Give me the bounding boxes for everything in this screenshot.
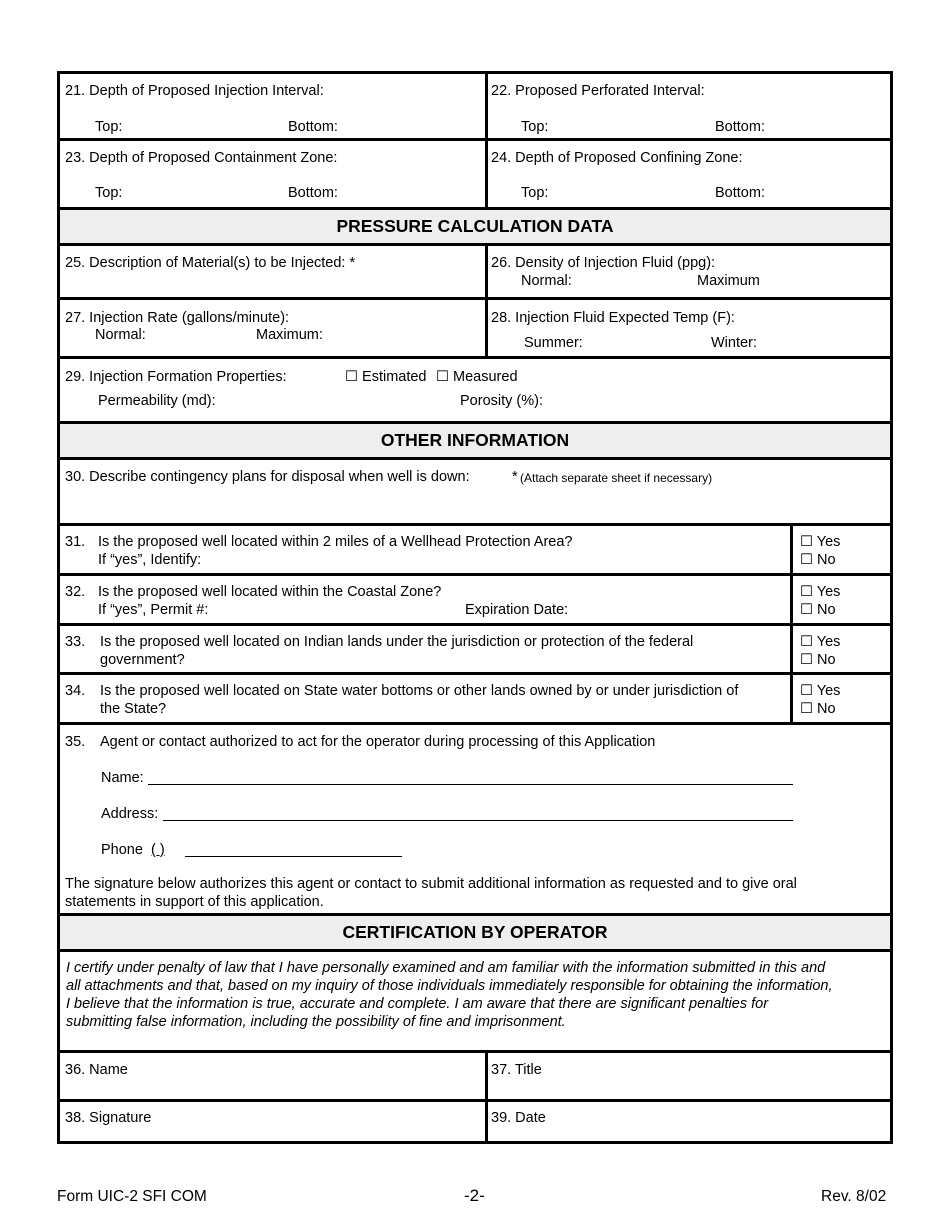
section-header-pressure bbox=[60, 207, 890, 243]
q22-label: 22. Proposed Perforated Interval: bbox=[491, 83, 705, 99]
q32-permit-label: If “yes”, Permit #: bbox=[98, 602, 209, 618]
q24-top-label: Top: bbox=[521, 185, 549, 201]
q21-bottom-label: Bottom: bbox=[288, 119, 338, 135]
q21-label: 21. Depth of Proposed Injection Interval: bbox=[65, 83, 324, 99]
application-form bbox=[57, 71, 893, 1144]
certification-line-1: I certify under penalty of law that I have personally examined and am familiar with the information submitted in this and bbox=[66, 960, 826, 976]
row-35 bbox=[60, 722, 890, 913]
q32-question: Is the proposed well located within the Coastal Zone? bbox=[98, 584, 442, 600]
q29-permeability-label: Permeability (md): bbox=[98, 393, 216, 409]
section-header-other bbox=[60, 421, 890, 457]
q28-summer-label: Summer: bbox=[524, 335, 583, 351]
q35-phone-field[interactable] bbox=[185, 856, 402, 857]
q22-bottom-label: Bottom: bbox=[715, 119, 765, 135]
q27-maximum-label: Maximum: bbox=[256, 327, 323, 343]
q31-yes-checkbox[interactable]: ☐ Yes bbox=[800, 534, 841, 550]
q27-normal-label: Normal: bbox=[95, 327, 146, 343]
row-29 bbox=[60, 356, 890, 421]
q29-porosity-label: Porosity (%): bbox=[460, 393, 543, 409]
q23-label: 23. Depth of Proposed Containment Zone: bbox=[65, 150, 338, 166]
q29-estimated-checkbox[interactable]: ☐ Estimated bbox=[345, 369, 427, 385]
certification-line-2: all attachments and that, based on my inquiry of those individuals immediately responsible for obtaining the information, bbox=[66, 978, 833, 994]
q24-bottom-label: Bottom: bbox=[715, 185, 765, 201]
q24-label: 24. Depth of Proposed Confining Zone: bbox=[491, 150, 743, 166]
row-36-37 bbox=[60, 1050, 890, 1099]
q35-number: 35. bbox=[65, 734, 86, 750]
q33-yes-checkbox[interactable]: ☐ Yes bbox=[800, 634, 841, 650]
q30-note: (Attach separate sheet if necessary) bbox=[520, 471, 713, 485]
certification-line-4: submitting false information, including the possibility of fine and imprisonment. bbox=[66, 1014, 566, 1030]
q28-label: 28. Injection Fluid Expected Temp (F): bbox=[491, 310, 735, 326]
q33-no-checkbox[interactable]: ☐ No bbox=[800, 652, 836, 668]
section-header-certification bbox=[60, 913, 890, 949]
q33-number: 33. bbox=[65, 634, 86, 650]
q35-name-field[interactable] bbox=[148, 784, 793, 785]
row-30 bbox=[60, 457, 890, 523]
q31-question: Is the proposed well located within 2 miles of a Wellhead Protection Area? bbox=[98, 534, 573, 550]
row-31 bbox=[60, 523, 890, 573]
q31-number: 31. bbox=[65, 534, 86, 550]
q28-winter-label: Winter: bbox=[711, 335, 757, 351]
q35-signature-note-line2: statements in support of this application. bbox=[65, 894, 324, 910]
q31-identify-label: If “yes”, Identify: bbox=[98, 552, 202, 568]
q35-question: Agent or contact authorized to act for the operator during processing of this Application bbox=[100, 734, 656, 750]
q26-normal-label: Normal: bbox=[521, 273, 572, 289]
q21-top-label: Top: bbox=[95, 119, 123, 135]
q39-date-label: 39. Date bbox=[491, 1110, 546, 1126]
q26-maximum-label: Maximum bbox=[697, 273, 760, 289]
q34-question-line2: the State? bbox=[100, 701, 167, 717]
q32-no-checkbox[interactable]: ☐ No bbox=[800, 602, 836, 618]
row-32 bbox=[60, 573, 890, 623]
q30-star: * bbox=[512, 469, 518, 485]
q35-name-label: Name: bbox=[101, 770, 144, 786]
q30-label: 30. Describe contingency plans for disposal when well is down: bbox=[65, 469, 470, 485]
section-title-pressure: PRESSURE CALCULATION DATA bbox=[336, 216, 614, 236]
footer-form-id: Form UIC-2 SFI COM bbox=[57, 1188, 207, 1205]
q34-number: 34. bbox=[65, 683, 86, 699]
q33-question-line2: government? bbox=[100, 652, 185, 668]
q34-yes-checkbox[interactable]: ☐ Yes bbox=[800, 683, 841, 699]
q22-top-label: Top: bbox=[521, 119, 549, 135]
q31-no-checkbox[interactable]: ☐ No bbox=[800, 552, 836, 568]
row-34 bbox=[60, 672, 890, 722]
q29-label: 29. Injection Formation Properties: bbox=[65, 369, 287, 385]
row-23-24 bbox=[60, 138, 890, 207]
q27-label: 27. Injection Rate (gallons/minute): bbox=[65, 310, 290, 326]
certification-statement bbox=[60, 949, 890, 1050]
q34-no-checkbox[interactable]: ☐ No bbox=[800, 701, 836, 717]
q34-question-line1: Is the proposed well located on State water bottoms or other lands owned by or under jurisdiction of bbox=[100, 683, 739, 699]
q29-measured-checkbox[interactable]: ☐ Measured bbox=[436, 369, 518, 385]
q32-expiration-label: Expiration Date: bbox=[465, 602, 569, 618]
row-38-39 bbox=[60, 1099, 890, 1141]
q35-address-label: Address: bbox=[101, 806, 159, 822]
q23-bottom-label: Bottom: bbox=[288, 185, 338, 201]
q23-top-label: Top: bbox=[95, 185, 123, 201]
q35-phone-label: Phone bbox=[101, 842, 143, 858]
q38-signature-label: 38. Signature bbox=[65, 1110, 152, 1126]
footer-page-number: -2- bbox=[464, 1186, 485, 1205]
q35-address-field[interactable] bbox=[163, 820, 793, 821]
certification-line-3: I believe that the information is true, accurate and complete. I am aware that there are significant penalties for bbox=[66, 996, 769, 1012]
row-33 bbox=[60, 623, 890, 672]
q33-question-line1: Is the proposed well located on Indian lands under the jurisdiction or protection of the federal bbox=[100, 634, 694, 650]
q35-phone-area-code[interactable]: ( ) bbox=[151, 842, 165, 858]
q37-title-label: 37. Title bbox=[491, 1062, 542, 1078]
q35-signature-note-line1: The signature below authorizes this agent or contact to submit additional information as requested and to give oral bbox=[65, 876, 797, 892]
section-title-certification: CERTIFICATION BY OPERATOR bbox=[342, 922, 608, 942]
q36-name-label: 36. Name bbox=[65, 1062, 128, 1078]
q25-label: 25. Description of Material(s) to be Injected: * bbox=[65, 255, 356, 271]
row-25-26 bbox=[60, 243, 890, 297]
footer-revision: Rev. 8/02 bbox=[821, 1188, 887, 1205]
q32-number: 32. bbox=[65, 584, 86, 600]
row-21-22 bbox=[60, 74, 890, 138]
q26-label: 26. Density of Injection Fluid (ppg): bbox=[491, 255, 716, 271]
row-27-28 bbox=[60, 297, 890, 356]
section-title-other: OTHER INFORMATION bbox=[380, 430, 570, 450]
q32-yes-checkbox[interactable]: ☐ Yes bbox=[800, 584, 841, 600]
